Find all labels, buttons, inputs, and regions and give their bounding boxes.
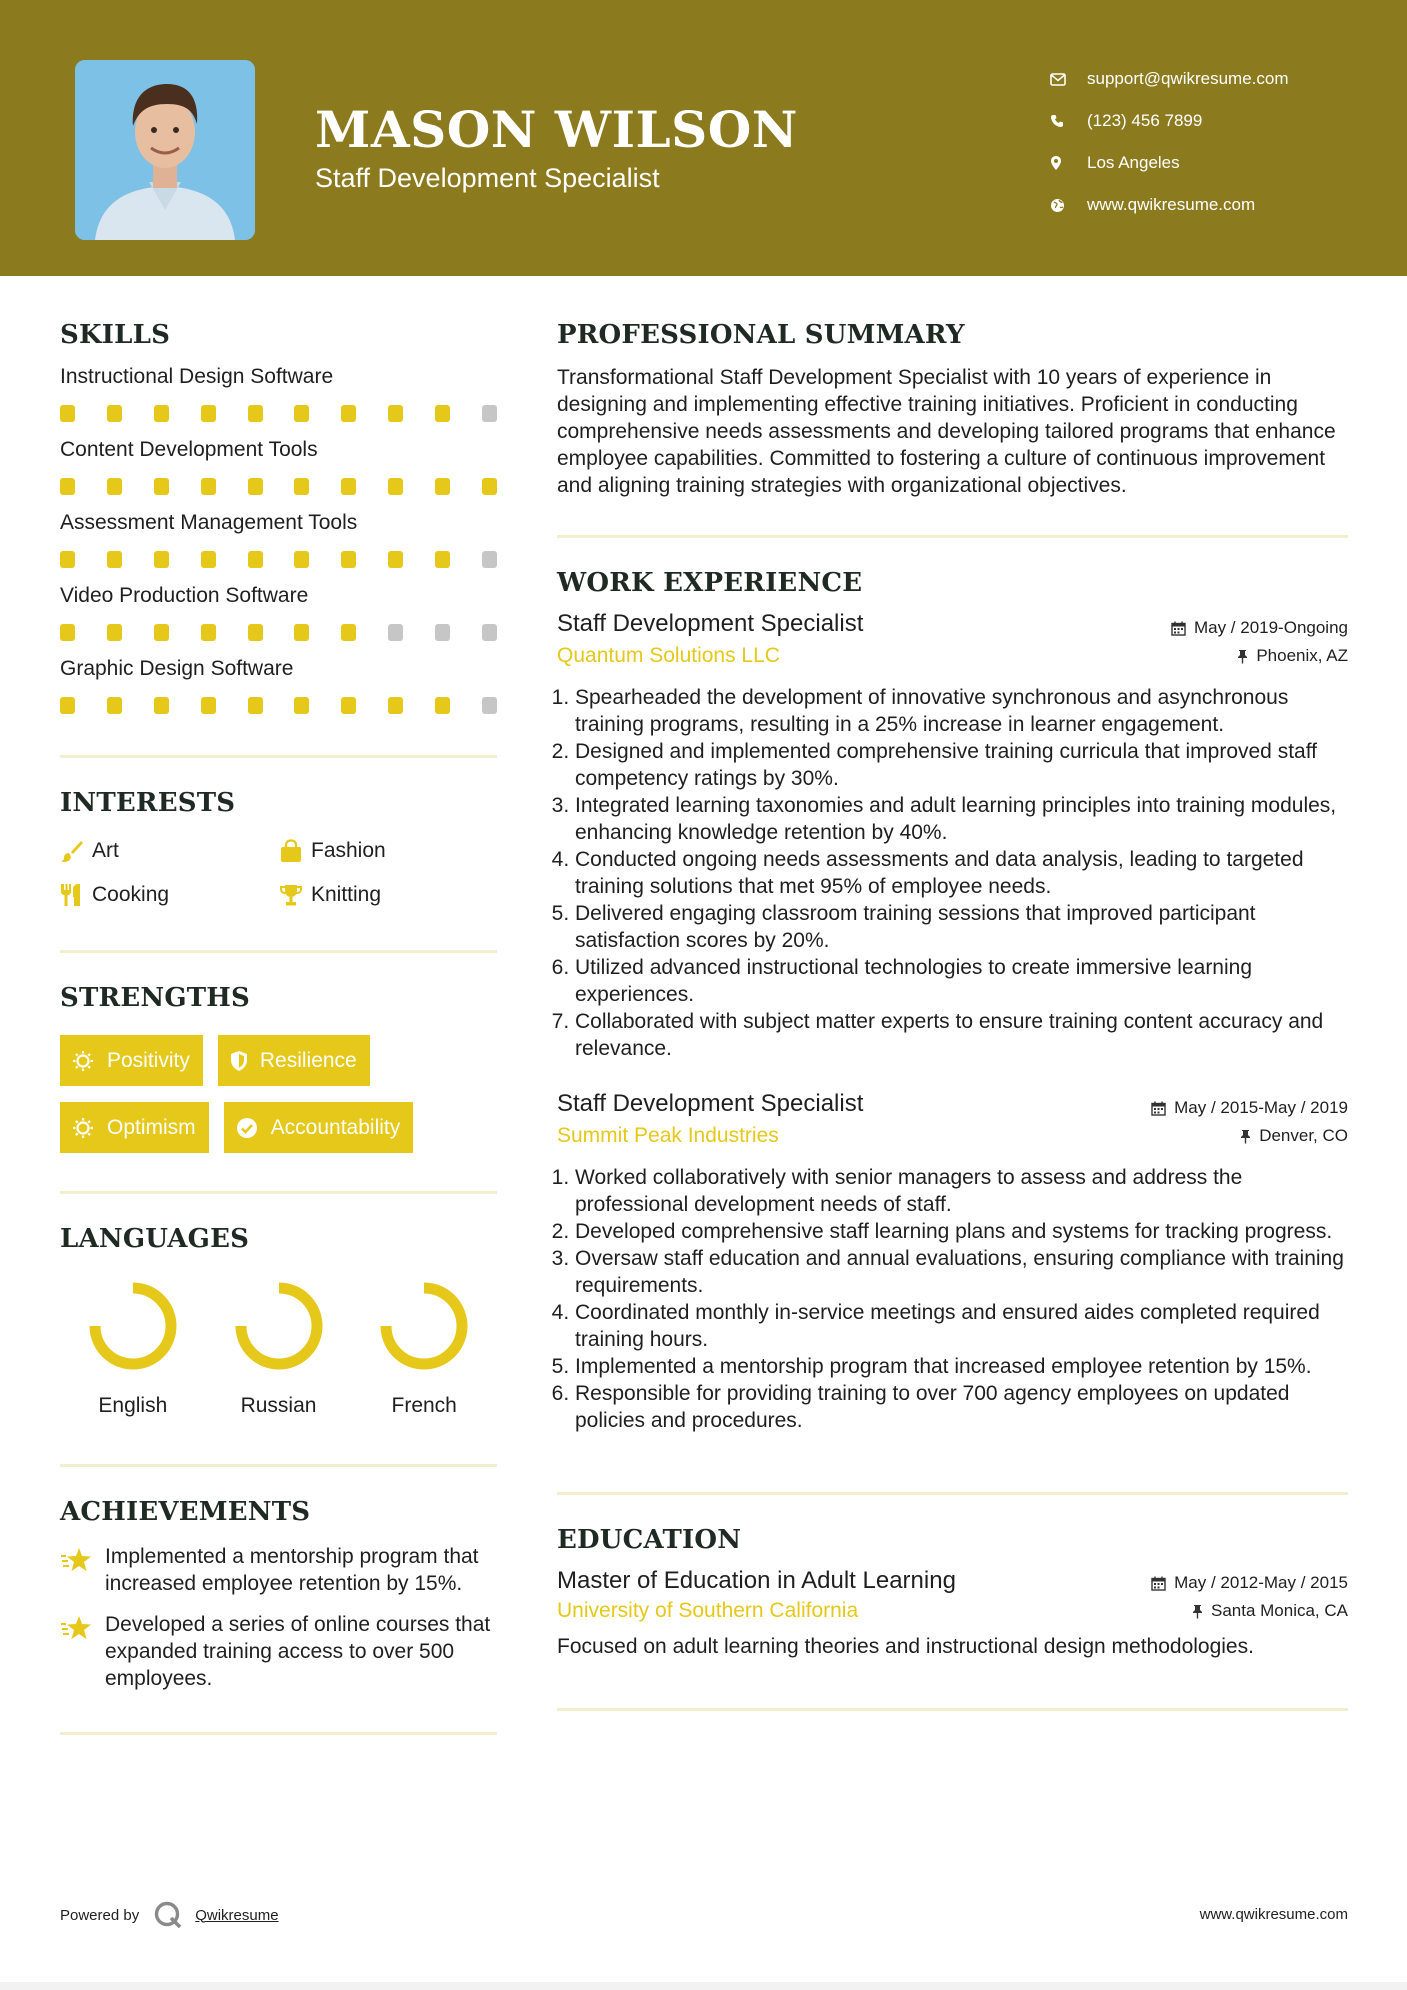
pushpin-icon bbox=[1240, 1129, 1251, 1144]
strength-label: Resilience bbox=[259, 1048, 357, 1072]
powered-by-label: Powered by bbox=[60, 1906, 140, 1924]
candidate-role: Staff Development Specialist bbox=[315, 163, 660, 193]
right-column bbox=[557, 320, 1348, 1711]
strengths-title: STRENGTHS bbox=[60, 983, 251, 1013]
job-bullet: 6. Responsible for providing training to over 700 agency employees on updated policies and procedures. bbox=[575, 1380, 1348, 1434]
skill-name: Assessment Management Tools bbox=[60, 511, 358, 534]
contact-email[interactable] bbox=[1050, 58, 1289, 100]
skill-dot-filled bbox=[341, 478, 356, 495]
education-title: EDUCATION bbox=[557, 1525, 742, 1555]
strength-chip bbox=[60, 1035, 203, 1086]
interest-item bbox=[279, 882, 497, 908]
skill-rating bbox=[60, 405, 497, 423]
skill-dot-filled bbox=[388, 551, 403, 568]
company-name: Summit Peak Industries bbox=[557, 1124, 779, 1147]
skill-dot-filled bbox=[435, 405, 450, 422]
job-dates bbox=[1171, 616, 1348, 640]
section-divider bbox=[60, 1464, 497, 1467]
work-title: WORK EXPERIENCE bbox=[557, 568, 863, 598]
skill-dot-filled bbox=[154, 551, 169, 568]
skill-dot-filled bbox=[201, 624, 216, 641]
job-entry bbox=[557, 1090, 1348, 1434]
skill-dot-filled bbox=[60, 624, 75, 641]
language-gauge bbox=[85, 1278, 181, 1374]
skill-dot-filled bbox=[294, 624, 309, 641]
strength-chip bbox=[218, 1035, 370, 1086]
skill-dot-empty bbox=[388, 624, 403, 641]
job-location-text: Phoenix, AZ bbox=[1256, 646, 1348, 665]
job-bullet: 2. Designed and implemented comprehensive training curricula that improved staff competency ratings by 30%. bbox=[575, 738, 1348, 792]
globe-icon bbox=[1050, 198, 1087, 213]
skill-dot-filled bbox=[201, 478, 216, 495]
skill-dot-filled bbox=[294, 478, 309, 495]
contact-location-text: Los Angeles bbox=[1087, 153, 1180, 172]
interest-item bbox=[60, 882, 279, 908]
qwikresume-logo-icon bbox=[153, 1900, 183, 1930]
language-label: English bbox=[98, 1394, 168, 1417]
job-bullet: 7. Collaborated with subject matter experts to ensure training content accuracy and relevance. bbox=[575, 1008, 1348, 1062]
contact-email-text: support@qwikresume.com bbox=[1087, 69, 1289, 88]
skill-dot-filled bbox=[107, 697, 122, 714]
job-dates bbox=[1151, 1096, 1348, 1120]
job-title: Staff Development Specialist bbox=[557, 610, 864, 637]
map-pin-icon bbox=[1050, 155, 1087, 171]
skill-dot-filled bbox=[435, 478, 450, 495]
skill-dot-filled bbox=[435, 697, 450, 714]
phone-icon bbox=[1050, 114, 1087, 128]
skill-dot-filled bbox=[154, 624, 169, 641]
job-bullet: 3. Integrated learning taxonomies and adult learning principles into training modules, enhancing knowledge retention by 40%. bbox=[575, 792, 1348, 846]
summary-text: Transformational Staff Development Specialist with 10 years of experience in designing and implementing effective training initiatives. Proficient in conducting comprehensive needs assessments and developing tailored programs that enhance employee capabilities. Committed to fostering a culture of continuous improvement and aligning training strategies with organizational objectives. bbox=[557, 366, 1336, 497]
section-divider bbox=[557, 1708, 1348, 1711]
star-icon bbox=[60, 1611, 105, 1692]
skills-title: SKILLS bbox=[60, 320, 171, 350]
skill-dot-empty bbox=[482, 551, 497, 568]
skills-list bbox=[60, 365, 497, 715]
interest-item bbox=[279, 838, 497, 864]
skill-item bbox=[60, 365, 497, 423]
resume-header bbox=[0, 0, 1407, 276]
shopping-bag-icon bbox=[279, 839, 311, 863]
job-bullet: 6. Utilized advanced instructional technologies to create immersive learning experiences. bbox=[575, 954, 1348, 1008]
section-divider bbox=[60, 1191, 497, 1194]
skill-item bbox=[60, 438, 497, 496]
skill-dot-filled bbox=[341, 551, 356, 568]
skill-dot-filled bbox=[107, 624, 122, 641]
job-bullet: 5. Implemented a mentorship program that increased employee retention by 15%. bbox=[575, 1353, 1348, 1380]
section-divider bbox=[60, 755, 497, 758]
job-bullet: 4. Coordinated monthly in-service meetings and ensured aides completed required training hours. bbox=[575, 1299, 1348, 1353]
strengths-list bbox=[60, 1035, 497, 1153]
candidate-name: MASON WILSON bbox=[315, 100, 798, 159]
paintbrush-icon bbox=[60, 839, 92, 863]
achievements-title: ACHIEVEMENTS bbox=[60, 1497, 311, 1527]
skill-dot-filled bbox=[341, 624, 356, 641]
strength-label: Accountability bbox=[270, 1115, 401, 1139]
language-gauge bbox=[231, 1278, 327, 1374]
interests-list bbox=[60, 838, 497, 908]
contact-phone-text: (123) 456 7899 bbox=[1087, 111, 1203, 130]
contact-location bbox=[1050, 142, 1289, 184]
education-location bbox=[1192, 1599, 1348, 1623]
skill-dot-filled bbox=[294, 551, 309, 568]
language-gauge-arc bbox=[95, 1288, 171, 1364]
skill-dot-empty bbox=[482, 697, 497, 714]
envelope-icon bbox=[1050, 73, 1087, 86]
strength-chip bbox=[60, 1102, 209, 1153]
skill-dot-filled bbox=[60, 551, 75, 568]
skill-dot-filled bbox=[107, 551, 122, 568]
skill-dot-filled bbox=[201, 551, 216, 568]
profile-photo bbox=[75, 60, 255, 240]
check-circle-icon bbox=[236, 1117, 271, 1139]
pushpin-icon bbox=[1192, 1604, 1203, 1619]
skill-dot-filled bbox=[154, 478, 169, 495]
shield-icon bbox=[230, 1050, 260, 1072]
achievement-item bbox=[60, 1543, 497, 1597]
section-divider bbox=[60, 950, 497, 953]
skill-item bbox=[60, 657, 497, 715]
language-label: French bbox=[391, 1394, 457, 1417]
interest-label: Art bbox=[92, 839, 119, 862]
skill-dot-filled bbox=[154, 405, 169, 422]
education-dates-text: May / 2012-May / 2015 bbox=[1174, 1573, 1348, 1592]
skill-dot-filled bbox=[60, 478, 75, 495]
job-bullet: 2. Developed comprehensive staff learning plans and systems for tracking progress. bbox=[575, 1218, 1348, 1245]
achievement-item bbox=[60, 1611, 497, 1692]
summary-title: PROFESSIONAL SUMMARY bbox=[557, 320, 965, 350]
skill-dot-filled bbox=[154, 697, 169, 714]
skill-rating bbox=[60, 551, 497, 569]
job-location-text: Denver, CO bbox=[1259, 1126, 1348, 1145]
job-dates-text: May / 2019-Ongoing bbox=[1193, 618, 1348, 637]
interest-label: Fashion bbox=[311, 839, 386, 862]
sun-icon bbox=[72, 1117, 107, 1139]
skill-dot-filled bbox=[248, 624, 263, 641]
skill-dot-filled bbox=[482, 478, 497, 495]
skill-dot-filled bbox=[341, 697, 356, 714]
company-name: Quantum Solutions LLC bbox=[557, 644, 780, 667]
degree-title: Master of Education in Adult Learning bbox=[557, 1567, 956, 1594]
interest-item bbox=[60, 838, 279, 864]
job-bullet: 4. Conducted ongoing needs assessments and data analysis, leading to targeted training solutions that met 95% of employee needs. bbox=[575, 846, 1348, 900]
skill-dot-filled bbox=[341, 405, 356, 422]
section-divider bbox=[60, 1732, 497, 1735]
qwikresume-link[interactable]: Qwikresume bbox=[195, 1906, 279, 1924]
skill-dot-filled bbox=[248, 405, 263, 422]
skill-rating bbox=[60, 624, 497, 642]
footer-powered-by bbox=[60, 1900, 279, 1930]
skill-dot-filled bbox=[388, 697, 403, 714]
skill-dot-filled bbox=[294, 405, 309, 422]
skill-name: Content Development Tools bbox=[60, 438, 318, 461]
language-item bbox=[351, 1278, 497, 1418]
school-name: University of Southern California bbox=[557, 1599, 859, 1622]
section-divider bbox=[557, 1492, 1348, 1495]
skill-dot-filled bbox=[248, 551, 263, 568]
skill-dot-filled bbox=[201, 697, 216, 714]
job-bullet: 5. Delivered engaging classroom training sessions that improved participant satisfaction scores by 20%. bbox=[575, 900, 1348, 954]
education-entry bbox=[557, 1567, 1348, 1660]
skill-dot-empty bbox=[482, 624, 497, 641]
achievement-text: Implemented a mentorship program that increased employee retention by 15%. bbox=[105, 1545, 479, 1595]
language-gauge-arc bbox=[241, 1288, 317, 1364]
skill-dot-filled bbox=[107, 478, 122, 495]
interests-title: INTERESTS bbox=[60, 788, 236, 818]
skill-dot-filled bbox=[248, 478, 263, 495]
calendar-icon bbox=[1171, 621, 1186, 636]
job-bullet: 1. Spearheaded the development of innovative synchronous and asynchronous training programs, resulting in a 25% increase in learner engagement. bbox=[575, 684, 1348, 738]
job-bullets bbox=[557, 1164, 1348, 1434]
strength-label: Positivity bbox=[107, 1048, 190, 1072]
achievements-list bbox=[60, 1543, 497, 1692]
strength-chip bbox=[224, 1102, 414, 1153]
skill-dot-filled bbox=[107, 405, 122, 422]
interest-label: Knitting bbox=[311, 883, 382, 906]
contact-list bbox=[1050, 58, 1289, 226]
education-location-text: Santa Monica, CA bbox=[1210, 1601, 1348, 1620]
footer-website[interactable]: www.qwikresume.com bbox=[1199, 1906, 1348, 1923]
skill-rating bbox=[60, 697, 497, 715]
job-bullet: 3. Oversaw staff education and annual evaluations, ensuring compliance with training requirements. bbox=[575, 1245, 1348, 1299]
contact-phone[interactable] bbox=[1050, 100, 1289, 142]
calendar-icon bbox=[1151, 1576, 1166, 1591]
skill-dot-filled bbox=[435, 551, 450, 568]
interest-label: Cooking bbox=[92, 883, 170, 906]
skill-name: Video Production Software bbox=[60, 584, 309, 607]
pushpin-icon bbox=[1237, 649, 1248, 664]
education-description: Focused on adult learning theories and instructional design methodologies. bbox=[557, 1635, 1254, 1658]
language-gauge-arc bbox=[386, 1288, 462, 1364]
job-location bbox=[1240, 1124, 1348, 1148]
language-item bbox=[60, 1278, 206, 1418]
job-bullet: 1. Worked collaboratively with senior managers to assess and address the professional development needs of staff. bbox=[575, 1164, 1348, 1218]
calendar-icon bbox=[1151, 1101, 1166, 1116]
skill-dot-empty bbox=[435, 624, 450, 641]
education-dates bbox=[1151, 1571, 1348, 1595]
skill-dot-filled bbox=[201, 405, 216, 422]
skill-rating bbox=[60, 478, 497, 496]
language-label: Russian bbox=[240, 1394, 317, 1417]
skill-dot-filled bbox=[388, 478, 403, 495]
language-gauge bbox=[376, 1278, 472, 1374]
skill-dot-empty bbox=[482, 405, 497, 422]
job-bullets bbox=[557, 684, 1348, 1062]
skill-dot-filled bbox=[60, 697, 75, 714]
skill-dot-filled bbox=[388, 405, 403, 422]
trophy-icon bbox=[279, 883, 311, 907]
job-entry bbox=[557, 610, 1348, 1062]
language-item bbox=[206, 1278, 352, 1418]
left-column bbox=[60, 320, 497, 1735]
skill-dot-filled bbox=[60, 405, 75, 422]
skill-dot-filled bbox=[294, 697, 309, 714]
strength-label: Optimism bbox=[107, 1115, 196, 1139]
skill-name: Graphic Design Software bbox=[60, 657, 294, 680]
skill-name: Instructional Design Software bbox=[60, 365, 334, 388]
skill-item bbox=[60, 584, 497, 642]
languages-title: LANGUAGES bbox=[60, 1224, 250, 1254]
cutlery-icon bbox=[60, 883, 92, 907]
contact-website-text: www.qwikresume.com bbox=[1087, 195, 1256, 214]
job-title: Staff Development Specialist bbox=[557, 1090, 864, 1117]
languages-list bbox=[60, 1278, 497, 1418]
job-dates-text: May / 2015-May / 2019 bbox=[1174, 1098, 1348, 1117]
sun-icon bbox=[72, 1050, 107, 1072]
achievement-text: Developed a series of online courses that expanded training access to over 500 employees. bbox=[105, 1613, 491, 1690]
star-icon bbox=[60, 1543, 105, 1597]
contact-website[interactable] bbox=[1050, 184, 1289, 226]
skill-dot-filled bbox=[248, 697, 263, 714]
job-location bbox=[1237, 644, 1348, 668]
skill-item bbox=[60, 511, 497, 569]
bottom-bar bbox=[0, 1982, 1407, 1990]
section-divider bbox=[557, 535, 1348, 538]
